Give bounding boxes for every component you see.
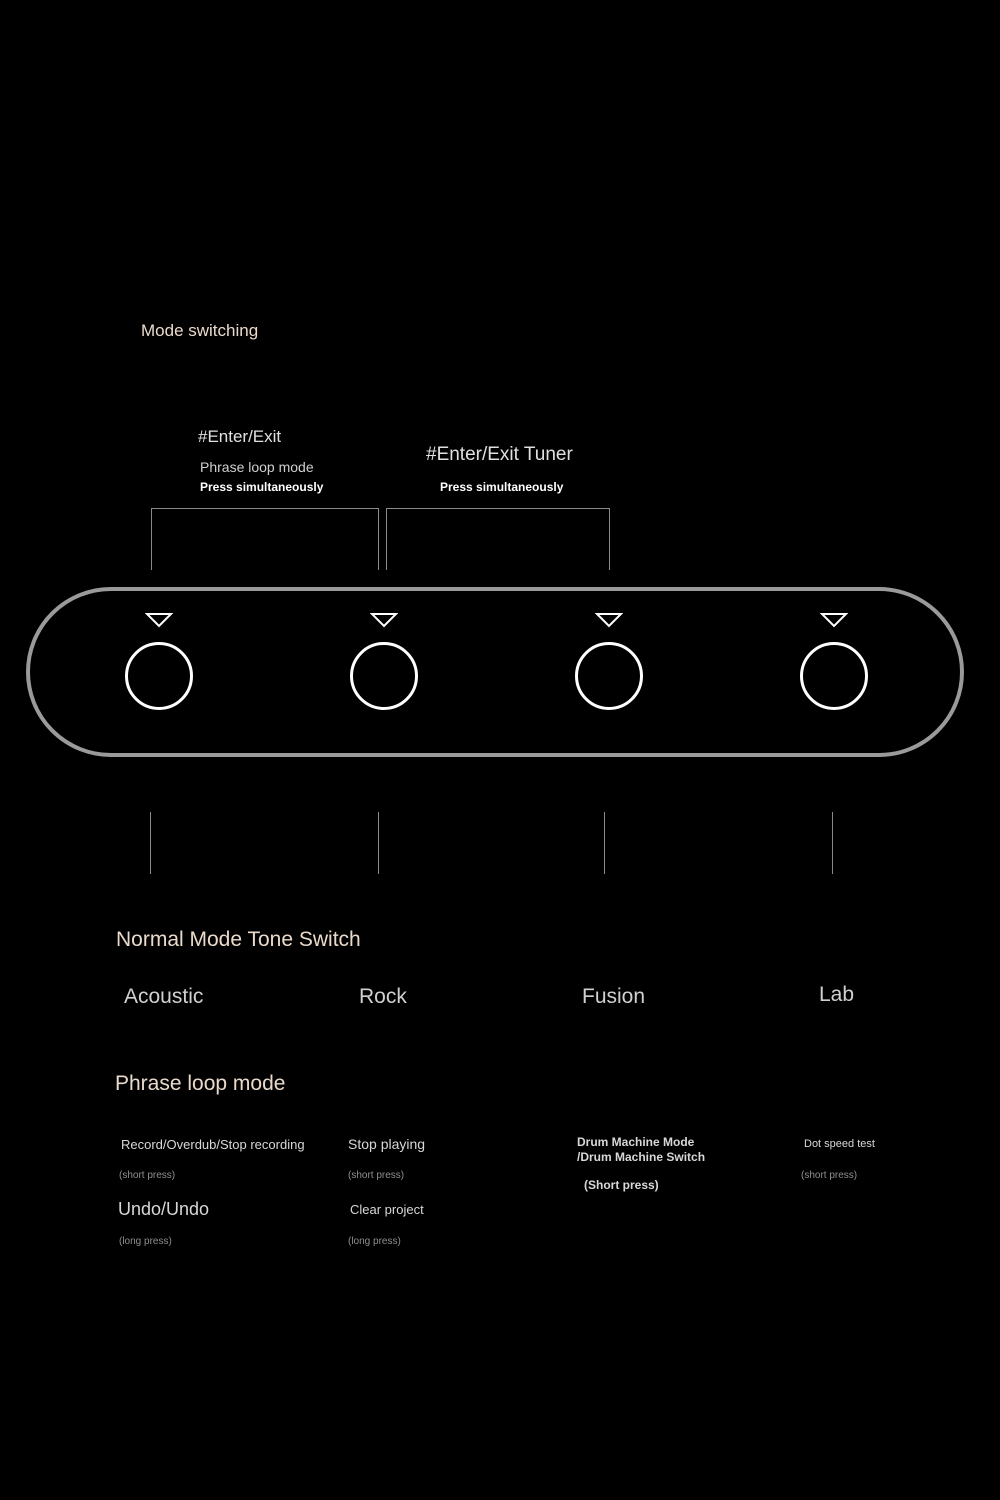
leader-line-3 (604, 812, 605, 874)
footswitch-icon[interactable] (350, 642, 418, 710)
tone-fusion: Fusion (582, 985, 646, 1008)
col3-line1: Drum Machine Mode (577, 1135, 695, 1149)
col2-secondary-note: (long press) (348, 1236, 401, 1247)
col2-secondary-label: Clear project (350, 1202, 424, 1217)
triangle-down-icon (595, 612, 623, 628)
press-simultaneously-left: Press simultaneously (200, 480, 324, 494)
col1-primary-note: (short press) (119, 1170, 176, 1181)
col2-primary-note: (short press) (348, 1170, 405, 1181)
col1-secondary-label: Undo/Undo (118, 1199, 210, 1219)
triangle-down-icon (820, 612, 848, 628)
normal-mode-title: Normal Mode Tone Switch (116, 928, 361, 951)
bracket-left-side-a (151, 508, 152, 570)
col4-primary-label: Dot speed test (804, 1138, 875, 1150)
col1-primary-label: Record/Overdub/Stop recording (121, 1137, 305, 1152)
col2-primary-label: Stop playing (348, 1136, 426, 1152)
tone-acoustic: Acoustic (124, 985, 204, 1008)
bracket-right-side-b (609, 508, 610, 570)
triangle-down-icon (145, 612, 173, 628)
enter-exit-phrase-subtitle: Phrase loop mode (200, 459, 314, 475)
bracket-right-side-a (386, 508, 387, 570)
footswitch-icon[interactable] (575, 642, 643, 710)
mode-switching-title: Mode switching (141, 321, 259, 340)
leader-line-1 (150, 812, 151, 874)
bracket-left-side-b (378, 508, 379, 570)
tone-rock: Rock (359, 985, 407, 1008)
press-simultaneously-right: Press simultaneously (440, 480, 564, 494)
bracket-right-top (386, 508, 610, 509)
leader-line-2 (378, 812, 379, 874)
col3-line2: /Drum Machine Switch (577, 1150, 706, 1164)
phrase-loop-title: Phrase loop mode (115, 1072, 286, 1095)
col3-note: (Short press) (584, 1178, 659, 1192)
footswitch-icon[interactable] (125, 642, 193, 710)
col4-primary-note: (short press) (801, 1170, 858, 1181)
tone-lab: Lab (819, 983, 855, 1006)
triangle-down-icon (370, 612, 398, 628)
enter-exit-tuner-title: #Enter/Exit Tuner (426, 444, 573, 465)
col1-secondary-note: (long press) (119, 1236, 172, 1247)
leader-line-4 (832, 812, 833, 874)
footswitch-icon[interactable] (800, 642, 868, 710)
enter-exit-phrase-title: #Enter/Exit (198, 427, 282, 446)
bracket-left-top (151, 508, 379, 509)
